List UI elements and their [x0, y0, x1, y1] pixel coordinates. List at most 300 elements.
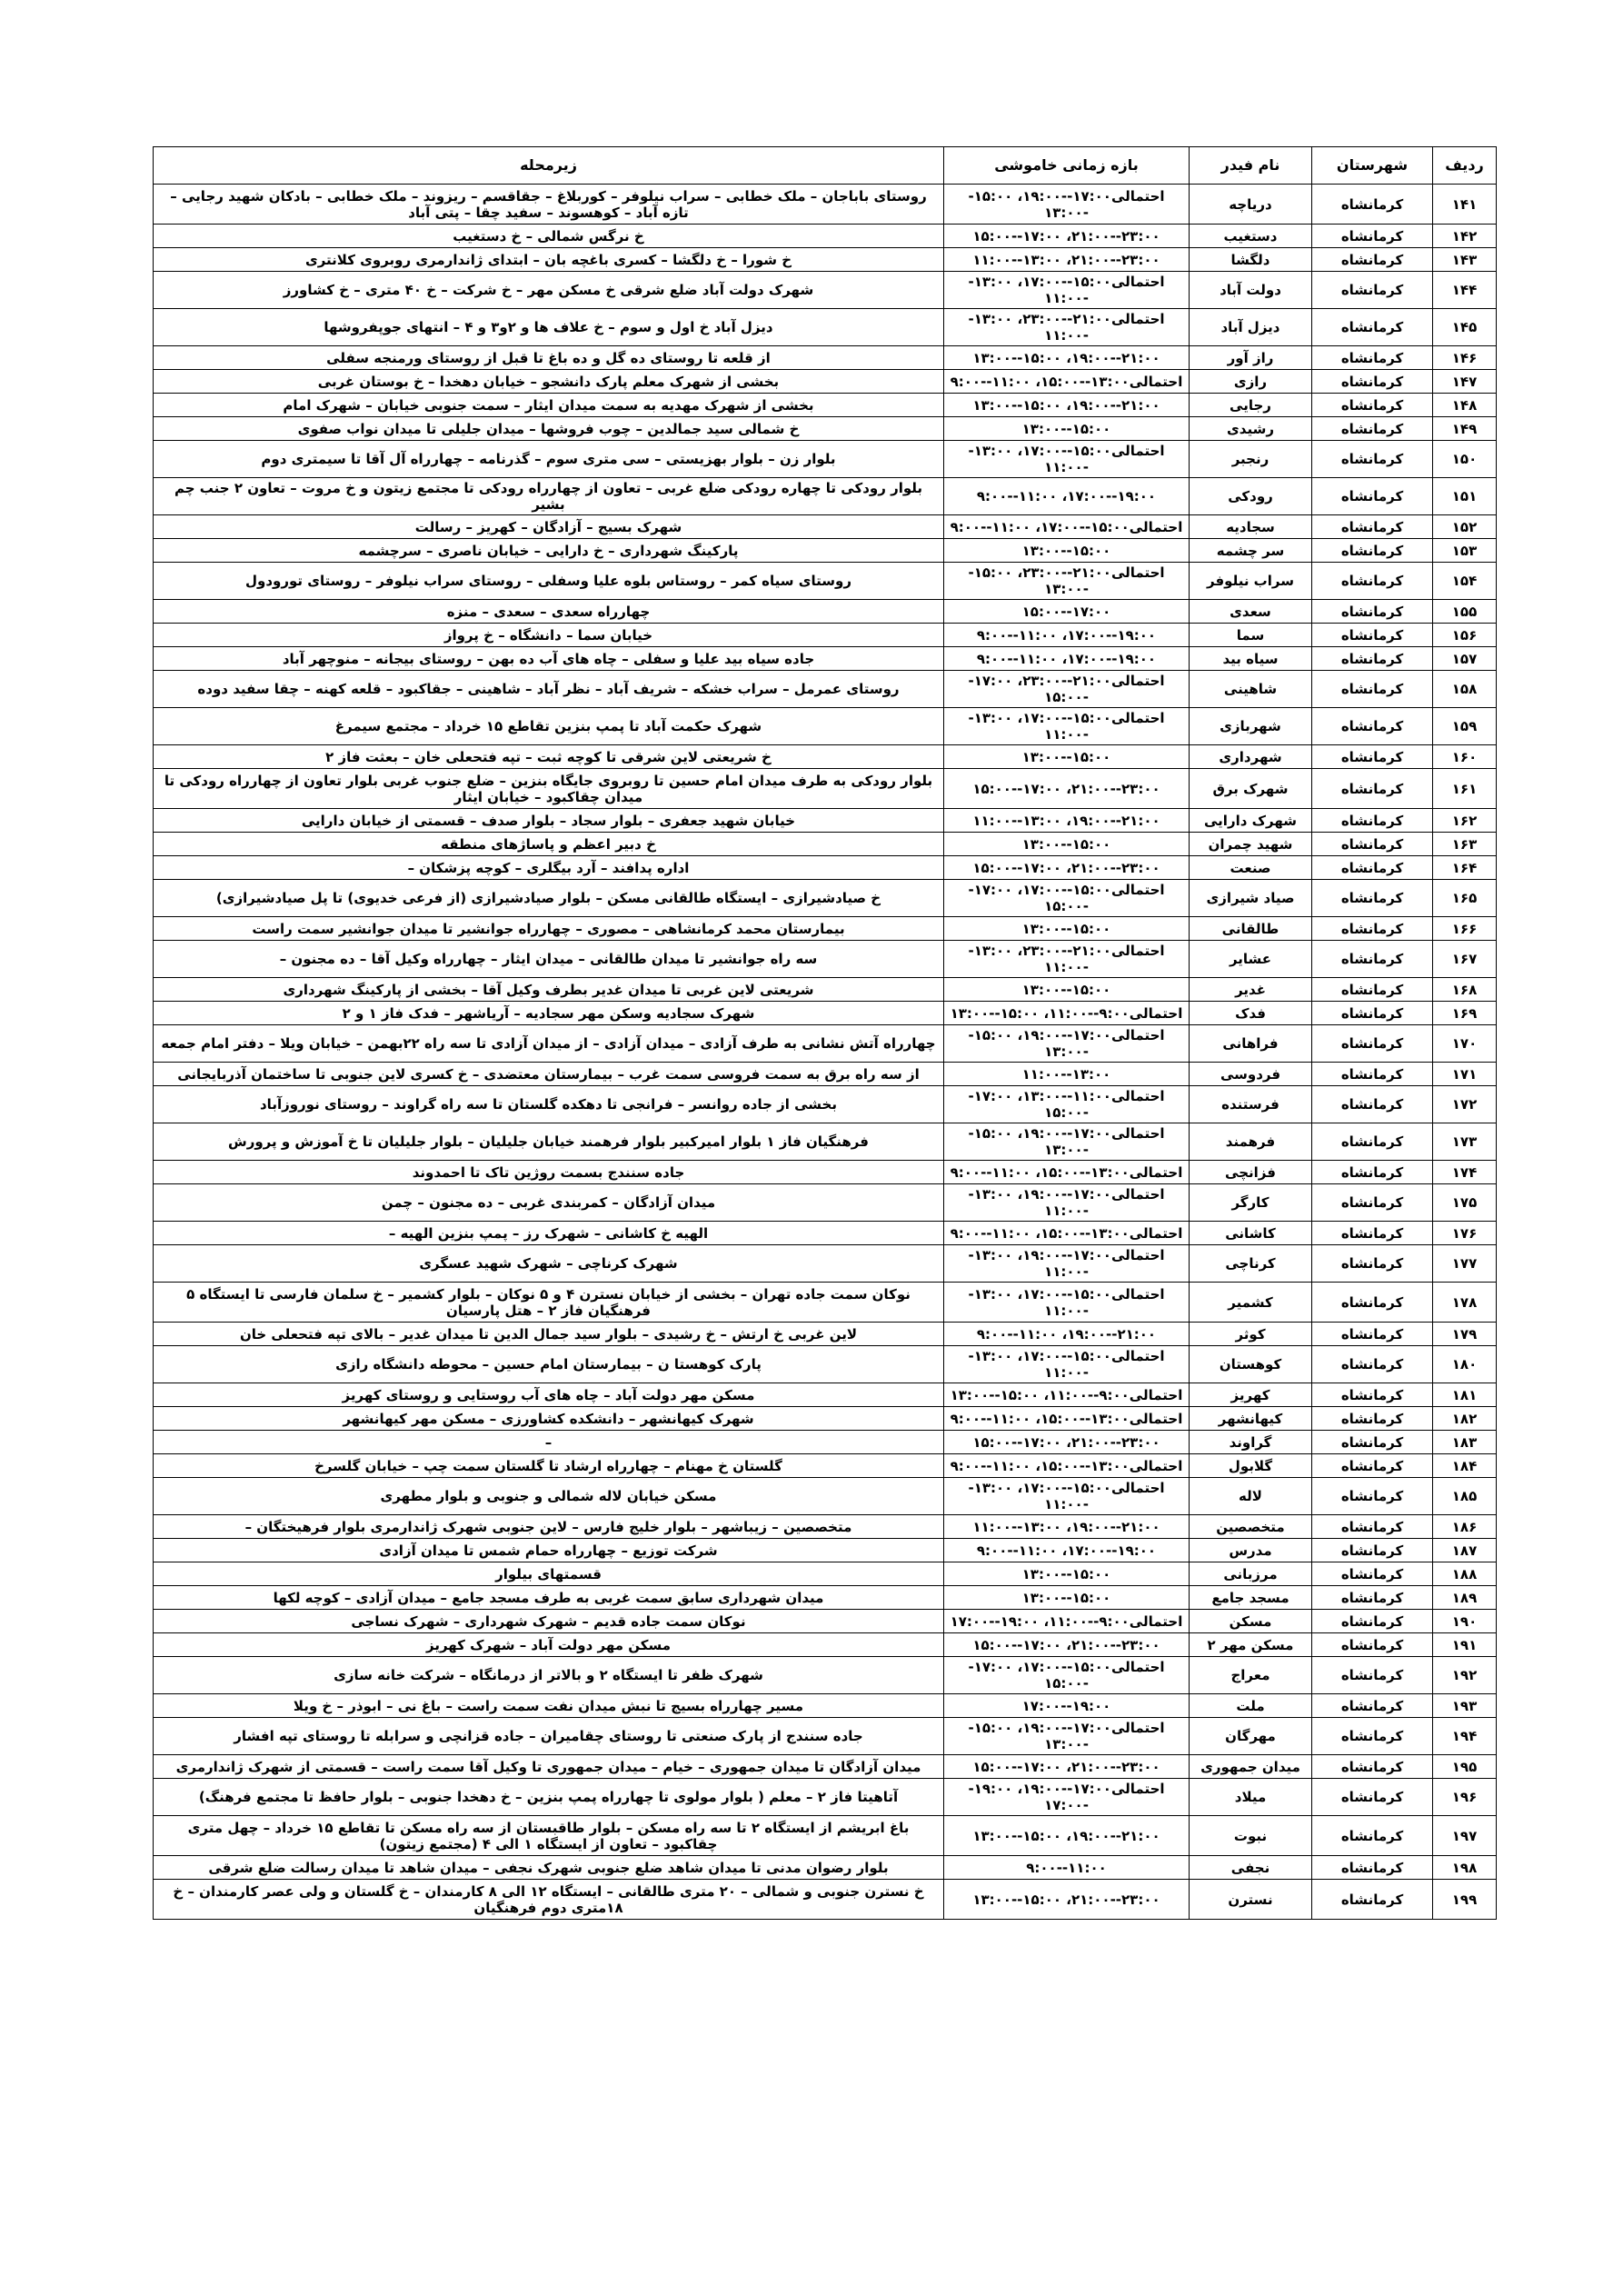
city-cell: کرمانشاه	[1312, 1245, 1433, 1283]
time-cell: ۱۹:۰۰--۱۷:۰۰، ۱۱:۰۰--۹:۰۰	[944, 478, 1190, 515]
subarea-cell: بخشی از جاده روانسر – فرانجی تا دهکده گلستان تا سه راه گراوند – روستای نوروزآباد	[154, 1086, 944, 1123]
subarea-cell: مسکن مهر دولت آباد – چاه های آب روستایی و روستای کهریز	[154, 1383, 944, 1407]
table-row	[154, 1346, 1497, 1383]
city-cell: کرمانشاه	[1312, 1856, 1433, 1880]
table-row	[154, 1184, 1497, 1222]
table-row	[154, 272, 1497, 309]
feeder-cell: شاهینی	[1190, 671, 1312, 708]
subarea-cell: شرکت توزیع – چهارراه حمام شمس تا میدان آزادی	[154, 1539, 944, 1562]
time-cell: احتمالی۱۷:۰۰--۱۹:۰۰، ۱۵:۰۰--۱۳:۰۰	[944, 1123, 1190, 1161]
feeder-cell: رجایی	[1190, 394, 1312, 417]
feeder-cell: کارگر	[1190, 1184, 1312, 1222]
table-row	[154, 309, 1497, 346]
time-cell: ۱۹:۰۰--۱۷:۰۰	[944, 1694, 1190, 1718]
row-number-cell: ۱۸۹	[1433, 1586, 1497, 1610]
table-row	[154, 185, 1497, 225]
row-number-cell: ۱۶۷	[1433, 941, 1497, 978]
time-cell: احتمالی۹:۰۰--۱۱:۰۰، ۱۵:۰۰--۱۳:۰۰	[944, 1002, 1190, 1025]
feeder-cell: رودکی	[1190, 478, 1312, 515]
time-cell: احتمالی۱۵:۰۰--۱۷:۰۰، ۱۱:۰۰--۹:۰۰	[944, 515, 1190, 539]
feeder-cell: میدان جمهوری	[1190, 1755, 1312, 1779]
subarea-cell: باغ ابریشم از ایستگاه ۲ تا سه راه مسکن – بلوار طاقبستان از سه راه مسکن تا تقاطع ۱۵ خرداد – چهل متری چقاکبود – تعاون از ایستگاه ۱ الی ۴ (مجتمع زیتون)	[154, 1816, 944, 1856]
subarea-cell: پارکینگ شهرداری – خ دارایی – خیابان ناصری – سرچشمه	[154, 539, 944, 563]
city-cell: کرمانشاه	[1312, 1562, 1433, 1586]
city-cell: کرمانشاه	[1312, 708, 1433, 745]
city-cell: کرمانشاه	[1312, 833, 1433, 856]
header-city: شهرستان	[1312, 147, 1433, 185]
time-cell: ۲۳:۰۰--۲۱:۰۰، ۱۷:۰۰--۱۵:۰۰	[944, 225, 1190, 248]
feeder-cell: شهرداری	[1190, 745, 1312, 769]
feeder-cell: سعدی	[1190, 600, 1312, 624]
city-cell: کرمانشاه	[1312, 1755, 1433, 1779]
time-cell: ۱۵:۰۰--۱۳:۰۰	[944, 417, 1190, 441]
feeder-cell: رنجبر	[1190, 441, 1312, 478]
feeder-cell: مسکن	[1190, 1610, 1312, 1633]
city-cell: کرمانشاه	[1312, 809, 1433, 833]
subarea-cell: خ شریعتی لاین شرقی تا کوچه ثبت – تپه فتحعلی خان – بعثت فاز ۲	[154, 745, 944, 769]
row-number-cell: ۱۹۱	[1433, 1633, 1497, 1657]
city-cell: کرمانشاه	[1312, 880, 1433, 917]
city-cell: کرمانشاه	[1312, 1880, 1433, 1920]
subarea-cell: نوکان سمت جاده قدیم – شهرک شهرداری – شهرک نساجی	[154, 1610, 944, 1633]
time-cell: احتمالی۱۳:۰۰--۱۵:۰۰، ۱۱:۰۰--۹:۰۰	[944, 1407, 1190, 1431]
feeder-cell: مدرس	[1190, 1539, 1312, 1562]
subarea-cell: روستای سیاه کمر – روستاس بلوه علیا وسفلی – روستای سراب نیلوفر – روستای تورودول	[154, 563, 944, 600]
table-row	[154, 708, 1497, 745]
city-cell: کرمانشاه	[1312, 1431, 1433, 1454]
table-row	[154, 1283, 1497, 1323]
city-cell: کرمانشاه	[1312, 1184, 1433, 1222]
row-number-cell: ۱۴۵	[1433, 309, 1497, 346]
row-number-cell: ۱۴۶	[1433, 346, 1497, 370]
table-row	[154, 1779, 1497, 1816]
time-cell: احتمالی۱۵:۰۰--۱۷:۰۰، ۱۷:۰۰--۱۵:۰۰	[944, 880, 1190, 917]
header-subarea: زیرمحله	[154, 147, 944, 185]
time-cell: ۱۳:۰۰--۱۱:۰۰	[944, 1063, 1190, 1086]
time-cell: احتمالی۱۵:۰۰--۱۷:۰۰، ۱۳:۰۰--۱۱:۰۰	[944, 1283, 1190, 1323]
row-number-cell: ۱۵۶	[1433, 624, 1497, 647]
city-cell: کرمانشاه	[1312, 1086, 1433, 1123]
row-number-cell: ۱۹۲	[1433, 1657, 1497, 1694]
table-row	[154, 370, 1497, 394]
time-cell: احتمالی۱۵:۰۰--۱۷:۰۰، ۱۳:۰۰--۱۱:۰۰	[944, 272, 1190, 309]
row-number-cell: ۱۵۲	[1433, 515, 1497, 539]
subarea-cell: –	[154, 1431, 944, 1454]
time-cell: احتمالی۱۳:۰۰--۱۵:۰۰، ۱۱:۰۰--۹:۰۰	[944, 1222, 1190, 1245]
time-cell: ۲۳:۰۰--۲۱:۰۰، ۱۷:۰۰--۱۵:۰۰	[944, 1431, 1190, 1454]
row-number-cell: ۱۵۰	[1433, 441, 1497, 478]
table-row	[154, 880, 1497, 917]
city-cell: کرمانشاه	[1312, 1123, 1433, 1161]
subarea-cell: خ نرگس شمالی – خ دستغیب	[154, 225, 944, 248]
time-cell: ۲۳:۰۰--۲۱:۰۰، ۱۷:۰۰--۱۵:۰۰	[944, 1755, 1190, 1779]
time-cell: ۲۱:۰۰--۱۹:۰۰، ۱۵:۰۰--۱۳:۰۰	[944, 1816, 1190, 1856]
subarea-cell: مسکن خیابان لاله شمالی و جنوبی و بلوار مطهری	[154, 1478, 944, 1515]
row-number-cell: ۱۸۳	[1433, 1431, 1497, 1454]
city-cell: کرمانشاه	[1312, 1025, 1433, 1063]
row-number-cell: ۱۸۱	[1433, 1383, 1497, 1407]
city-cell: کرمانشاه	[1312, 370, 1433, 394]
feeder-cell: مرزبانی	[1190, 1562, 1312, 1586]
city-cell: کرمانشاه	[1312, 1779, 1433, 1816]
subarea-cell: گلستان خ مهنام – چهارراه ارشاد تا گلستان سمت چپ – خیابان گلسرخ	[154, 1454, 944, 1478]
feeder-cell: فراهانی	[1190, 1025, 1312, 1063]
feeder-cell: فزانچی	[1190, 1161, 1312, 1184]
feeder-cell: شهرک برق	[1190, 769, 1312, 809]
subarea-cell: خیابان شهید جعفری – بلوار سجاد – بلوار صدف – قسمتی از خیابان دارایی	[154, 809, 944, 833]
table-row	[154, 1222, 1497, 1245]
subarea-cell: اداره پدافند – آرد بیگلری – کوچه پزشکان –	[154, 856, 944, 880]
feeder-cell: میلاد	[1190, 1779, 1312, 1816]
feeder-cell: صیاد شیرازی	[1190, 880, 1312, 917]
row-number-cell: ۱۸۴	[1433, 1454, 1497, 1478]
time-cell: احتمالی۱۳:۰۰--۱۵:۰۰، ۱۱:۰۰--۹:۰۰	[944, 1454, 1190, 1478]
feeder-cell: کهریز	[1190, 1383, 1312, 1407]
table-row	[154, 1063, 1497, 1086]
time-cell: ۱۵:۰۰--۱۳:۰۰	[944, 1562, 1190, 1586]
row-number-cell: ۱۴۷	[1433, 370, 1497, 394]
feeder-cell: رازی	[1190, 370, 1312, 394]
row-number-cell: ۱۹۵	[1433, 1755, 1497, 1779]
table-row	[154, 769, 1497, 809]
city-cell: کرمانشاه	[1312, 417, 1433, 441]
subarea-cell: سه راه جوانشیر تا میدان طالقانی – میدان ایثار – چهارراه وکیل آقا – ده مجنون –	[154, 941, 944, 978]
time-cell: احتمالی۱۷:۰۰--۱۹:۰۰، ۱۹:۰۰--۱۷:۰۰	[944, 1779, 1190, 1816]
feeder-cell: لاله	[1190, 1478, 1312, 1515]
city-cell: کرمانشاه	[1312, 1063, 1433, 1086]
feeder-cell: سر چشمه	[1190, 539, 1312, 563]
feeder-cell: فردوسی	[1190, 1063, 1312, 1086]
time-cell: احتمالی۱۷:۰۰--۱۹:۰۰، ۱۵:۰۰--۱۳:۰۰	[944, 1025, 1190, 1063]
table-row	[154, 478, 1497, 515]
time-cell: ۲۳:۰۰--۲۱:۰۰، ۱۵:۰۰--۱۳:۰۰	[944, 1880, 1190, 1920]
city-cell: کرمانشاه	[1312, 1222, 1433, 1245]
feeder-cell: فدک	[1190, 1002, 1312, 1025]
row-number-cell: ۱۷۶	[1433, 1222, 1497, 1245]
city-cell: کرمانشاه	[1312, 1283, 1433, 1323]
city-cell: کرمانشاه	[1312, 248, 1433, 272]
table-row	[154, 441, 1497, 478]
city-cell: کرمانشاه	[1312, 394, 1433, 417]
table-row	[154, 941, 1497, 978]
feeder-cell: دستغیب	[1190, 225, 1312, 248]
table-row	[154, 248, 1497, 272]
feeder-cell: گلابول	[1190, 1454, 1312, 1478]
time-cell: ۲۱:۰۰--۱۹:۰۰، ۱۳:۰۰--۱۱:۰۰	[944, 1515, 1190, 1539]
row-number-cell: ۱۹۷	[1433, 1816, 1497, 1856]
subarea-cell: روستای عمرمل – سراب خشکه – شریف آباد – نظر آباد – شاهینی – جقاکبود – قلعه کهنه – چقا سفید دوده	[154, 671, 944, 708]
row-number-cell: ۱۴۴	[1433, 272, 1497, 309]
feeder-cell: فرستنده	[1190, 1086, 1312, 1123]
table-row	[154, 671, 1497, 708]
time-cell: احتمالی۱۷:۰۰--۱۹:۰۰، ۱۳:۰۰--۱۱:۰۰	[944, 1245, 1190, 1283]
table-row	[154, 624, 1497, 647]
row-number-cell: ۱۶۹	[1433, 1002, 1497, 1025]
feeder-cell: مهرگان	[1190, 1718, 1312, 1755]
row-number-cell: ۱۶۱	[1433, 769, 1497, 809]
time-cell: احتمالی۱۳:۰۰--۱۵:۰۰، ۱۱:۰۰--۹:۰۰	[944, 370, 1190, 394]
time-cell: ۲۳:۰۰--۲۱:۰۰، ۱۷:۰۰--۱۵:۰۰	[944, 769, 1190, 809]
city-cell: کرمانشاه	[1312, 185, 1433, 225]
row-number-cell: ۱۷۸	[1433, 1283, 1497, 1323]
table-row	[154, 856, 1497, 880]
row-number-cell: ۱۵۹	[1433, 708, 1497, 745]
city-cell: کرمانشاه	[1312, 1633, 1433, 1657]
time-cell: احتمالی۲۱:۰۰--۲۳:۰۰، ۱۵:۰۰--۱۳:۰۰	[944, 563, 1190, 600]
feeder-cell: غدیر	[1190, 978, 1312, 1002]
time-cell: احتمالی۲۱:۰۰--۲۳:۰۰، ۱۳:۰۰--۱۱:۰۰	[944, 309, 1190, 346]
subarea-cell: شهرک حکمت آباد تا پمپ بنزین تقاطع ۱۵ خرداد – مجتمع سیمرغ	[154, 708, 944, 745]
feeder-cell: ملت	[1190, 1694, 1312, 1718]
feeder-cell: معراج	[1190, 1657, 1312, 1694]
subarea-cell: جاده سنندج از پارک صنعتی تا روستای چقامیران – جاده قزانچی و سرابله تا روستای تپه افشار	[154, 1718, 944, 1755]
row-number-cell: ۱۹۸	[1433, 1856, 1497, 1880]
row-number-cell: ۱۸۰	[1433, 1346, 1497, 1383]
city-cell: کرمانشاه	[1312, 647, 1433, 671]
subarea-cell: میدان آزادگان – کمربندی غربی – ده مجنون – چمن	[154, 1184, 944, 1222]
row-number-cell: ۱۴۲	[1433, 225, 1497, 248]
table-row	[154, 978, 1497, 1002]
city-cell: کرمانشاه	[1312, 600, 1433, 624]
subarea-cell: شهرک کیهانشهر – دانشکده کشاورزی – مسکن مهر کیهانشهر	[154, 1407, 944, 1431]
city-cell: کرمانشاه	[1312, 769, 1433, 809]
subarea-cell: چهارراه سعدی – سعدی – منزه	[154, 600, 944, 624]
row-number-cell: ۱۴۱	[1433, 185, 1497, 225]
feeder-cell: سراب نیلوفر	[1190, 563, 1312, 600]
row-number-cell: ۱۷۳	[1433, 1123, 1497, 1161]
table-row	[154, 225, 1497, 248]
subarea-cell: میدان شهرداری سابق سمت غربی به طرف مسجد جامع – میدان آزادی – کوچه لکها	[154, 1586, 944, 1610]
time-cell: ۲۱:۰۰--۱۹:۰۰، ۱۵:۰۰--۱۳:۰۰	[944, 394, 1190, 417]
subarea-cell: از قلعه تا روستای ده گل و ده باغ تا قبل از روستای ورمنجه سفلی	[154, 346, 944, 370]
city-cell: کرمانشاه	[1312, 1454, 1433, 1478]
table-row	[154, 1515, 1497, 1539]
time-cell: ۱۵:۰۰--۱۳:۰۰	[944, 539, 1190, 563]
table-row	[154, 1161, 1497, 1184]
row-number-cell: ۱۶۲	[1433, 809, 1497, 833]
row-number-cell: ۱۶۰	[1433, 745, 1497, 769]
feeder-cell: دولت آباد	[1190, 272, 1312, 309]
feeder-cell: دلگشا	[1190, 248, 1312, 272]
city-cell: کرمانشاه	[1312, 1002, 1433, 1025]
subarea-cell: خیابان سما – دانشگاه – خ پرواز	[154, 624, 944, 647]
time-cell: احتمالی۱۷:۰۰--۱۹:۰۰، ۱۳:۰۰--۱۱:۰۰	[944, 1184, 1190, 1222]
city-cell: کرمانشاه	[1312, 1816, 1433, 1856]
subarea-cell: نوکان سمت جاده تهران – بخشی از خیابان نسترن ۴ و ۵ نوکان – بلوار کشمیر – خ سلمان فارسی تا ایستگاه ۵ فرهنگیان فاز ۲ – هتل پارسیان	[154, 1283, 944, 1323]
row-number-cell: ۱۶۸	[1433, 978, 1497, 1002]
city-cell: کرمانشاه	[1312, 1161, 1433, 1184]
table-row	[154, 917, 1497, 941]
table-row	[154, 1718, 1497, 1755]
time-cell: احتمالی۱۵:۰۰--۱۷:۰۰، ۱۳:۰۰--۱۱:۰۰	[944, 708, 1190, 745]
table-row	[154, 1454, 1497, 1478]
subarea-cell: الهیه خ کاشانی – شهرک رز – پمپ بنزین الهیه –	[154, 1222, 944, 1245]
city-cell: کرمانشاه	[1312, 624, 1433, 647]
row-number-cell: ۱۷۲	[1433, 1086, 1497, 1123]
feeder-cell: کوثر	[1190, 1323, 1312, 1346]
feeder-cell: کیهانشهر	[1190, 1407, 1312, 1431]
subarea-cell: مسکن مهر دولت آباد – شهرک کهریز	[154, 1633, 944, 1657]
feeder-cell: سیاه بید	[1190, 647, 1312, 671]
table-row	[154, 745, 1497, 769]
city-cell: کرمانشاه	[1312, 1539, 1433, 1562]
time-cell: ۱۷:۰۰--۱۵:۰۰	[944, 600, 1190, 624]
feeder-cell: کوهستان	[1190, 1346, 1312, 1383]
row-number-cell: ۱۹۰	[1433, 1610, 1497, 1633]
city-cell: کرمانشاه	[1312, 978, 1433, 1002]
feeder-cell: کرناچی	[1190, 1245, 1312, 1283]
table-row	[154, 1562, 1497, 1586]
table-row	[154, 1025, 1497, 1063]
table-row	[154, 1816, 1497, 1856]
subarea-cell: خ شمالی سید جمالدین – چوب فروشها – میدان جلیلی تا میدان نواب صفوی	[154, 417, 944, 441]
table-row	[154, 1610, 1497, 1633]
time-cell: ۱۱:۰۰--۹:۰۰	[944, 1856, 1190, 1880]
feeder-cell: صنعت	[1190, 856, 1312, 880]
time-cell: احتمالی۱۱:۰۰--۱۳:۰۰، ۱۷:۰۰--۱۵:۰۰	[944, 1086, 1190, 1123]
subarea-cell: بلوار رودکی به طرف میدان امام حسین تا روبروی جایگاه بنزین – ضلع جنوب غربی بلوار تعاون از چهارراه رودکی تا میدان چقاکبود – خیابان ایثار	[154, 769, 944, 809]
city-cell: کرمانشاه	[1312, 1346, 1433, 1383]
row-number-cell: ۱۵۳	[1433, 539, 1497, 563]
city-cell: کرمانشاه	[1312, 539, 1433, 563]
subarea-cell: شهرک کرناچی – شهرک شهید عسگری	[154, 1245, 944, 1283]
table-row	[154, 1245, 1497, 1283]
subarea-cell: قسمتهای بیلوار	[154, 1562, 944, 1586]
table-row	[154, 1586, 1497, 1610]
city-cell: کرمانشاه	[1312, 941, 1433, 978]
table-row	[154, 833, 1497, 856]
subarea-cell: خ شورا – خ دلگشا – کسری باغچه بان – ابتدای ژاندارمری روبروی کلانتری	[154, 248, 944, 272]
time-cell: احتمالی۲۱:۰۰--۲۳:۰۰، ۱۷:۰۰--۱۵:۰۰	[944, 671, 1190, 708]
row-number-cell: ۱۶۴	[1433, 856, 1497, 880]
row-number-cell: ۱۸۸	[1433, 1562, 1497, 1586]
subarea-cell: بخشی از شهرک معلم پارک دانشجو – خیابان دهخدا – خ بوستان غربی	[154, 370, 944, 394]
time-cell: ۱۹:۰۰--۱۷:۰۰، ۱۱:۰۰--۹:۰۰	[944, 647, 1190, 671]
feeder-cell: کاشانی	[1190, 1222, 1312, 1245]
subarea-cell: خ نسترن جنوبی و شمالی – ۲۰ متری طالقانی – ایستگاه ۱۲ الی ۸ کارمندان – خ گلستان و ولی عصر کارمندان – خ ۱۸متری دوم فرهنگیان	[154, 1880, 944, 1920]
feeder-cell: سما	[1190, 624, 1312, 647]
table-row	[154, 1383, 1497, 1407]
table-row	[154, 1755, 1497, 1779]
row-number-cell: ۱۷۱	[1433, 1063, 1497, 1086]
subarea-cell: شریعتی لاین غربی تا میدان غدیر بطرف وکیل آقا – بخشی از پارکینگ شهرداری	[154, 978, 944, 1002]
city-cell: کرمانشاه	[1312, 1383, 1433, 1407]
time-cell: ۱۵:۰۰--۱۳:۰۰	[944, 978, 1190, 1002]
time-cell: احتمالی۹:۰۰--۱۱:۰۰، ۱۹:۰۰--۱۷:۰۰	[944, 1610, 1190, 1633]
subarea-cell: آتاهیتا فاز ۲ – معلم ( بلوار مولوی تا چهارراه پمپ بنزین – خ دهخدا جنوبی – بلوار حافظ تا مجتمع فرهنگ)	[154, 1779, 944, 1816]
subarea-cell: خ صیادشیرازی – ایستگاه طالقانی مسکن – بلوار صیادشیرازی (از فرعی خدیوی) تا پل صیادشیرازی)	[154, 880, 944, 917]
table-row	[154, 1002, 1497, 1025]
table-row	[154, 647, 1497, 671]
city-cell: کرمانشاه	[1312, 1478, 1433, 1515]
table-row	[154, 515, 1497, 539]
row-number-cell: ۱۷۰	[1433, 1025, 1497, 1063]
city-cell: کرمانشاه	[1312, 563, 1433, 600]
table-row	[154, 600, 1497, 624]
city-cell: کرمانشاه	[1312, 1515, 1433, 1539]
row-number-cell: ۱۵۷	[1433, 647, 1497, 671]
row-number-cell: ۱۴۳	[1433, 248, 1497, 272]
feeder-cell: دیزل آباد	[1190, 309, 1312, 346]
city-cell: کرمانشاه	[1312, 1718, 1433, 1755]
row-number-cell: ۱۹۹	[1433, 1880, 1497, 1920]
feeder-cell: نجفی	[1190, 1856, 1312, 1880]
row-number-cell: ۱۸۵	[1433, 1478, 1497, 1515]
table-row	[154, 1478, 1497, 1515]
feeder-cell: کشمیر	[1190, 1283, 1312, 1323]
city-cell: کرمانشاه	[1312, 515, 1433, 539]
time-cell: ۲۱:۰۰--۱۹:۰۰، ۱۳:۰۰--۱۱:۰۰	[944, 809, 1190, 833]
city-cell: کرمانشاه	[1312, 225, 1433, 248]
city-cell: کرمانشاه	[1312, 745, 1433, 769]
feeder-cell: مسکن مهر ۲	[1190, 1633, 1312, 1657]
table-row	[154, 563, 1497, 600]
subarea-cell: بخشی از شهرک مهدیه به سمت میدان ایثار – سمت جنوبی خیابان – شهرک امام	[154, 394, 944, 417]
table-row	[154, 1694, 1497, 1718]
city-cell: کرمانشاه	[1312, 671, 1433, 708]
header-time: بازه زمانی خاموشی	[944, 147, 1190, 185]
subarea-cell: جاده سنندج بسمت روژین تاک تا احمدوند	[154, 1161, 944, 1184]
table-row	[154, 1323, 1497, 1346]
time-cell: ۱۹:۰۰--۱۷:۰۰، ۱۱:۰۰--۹:۰۰	[944, 624, 1190, 647]
subarea-cell: خ دبیر اعظم و پاساژهای منطقه	[154, 833, 944, 856]
feeder-cell: شهربازی	[1190, 708, 1312, 745]
table-row	[154, 1123, 1497, 1161]
city-cell: کرمانشاه	[1312, 1610, 1433, 1633]
subarea-cell: مسیر چهارراه بسیج تا نبش میدان نفت سمت راست – باغ نی – ابوذر – خ ویلا	[154, 1694, 944, 1718]
feeder-cell: نسترن	[1190, 1880, 1312, 1920]
row-number-cell: ۱۹۴	[1433, 1718, 1497, 1755]
time-cell: احتمالی۱۵:۰۰--۱۷:۰۰، ۱۷:۰۰--۱۵:۰۰	[944, 1657, 1190, 1694]
feeder-cell: شهرک دارایی	[1190, 809, 1312, 833]
city-cell: کرمانشاه	[1312, 478, 1433, 515]
row-number-cell: ۱۸۲	[1433, 1407, 1497, 1431]
time-cell: ۲۱:۰۰--۱۹:۰۰، ۱۵:۰۰--۱۳:۰۰	[944, 346, 1190, 370]
subarea-cell: شهرک سجادیه وسکن مهر سجادیه – آریاشهر – فدک فاز ۱ و ۲	[154, 1002, 944, 1025]
row-number-cell: ۱۶۵	[1433, 880, 1497, 917]
table-row	[154, 417, 1497, 441]
city-cell: کرمانشاه	[1312, 1323, 1433, 1346]
subarea-cell: شهرک دولت آباد ضلع شرقی خ مسکن مهر – خ شرکت – خ ۴۰ متری – خ کشاورز	[154, 272, 944, 309]
subarea-cell: از سه راه برق به سمت فروسی سمت غرب – بیمارستان معتضدی – خ کسری لاین جنوبی تا ساختمان آذربایجانی	[154, 1063, 944, 1086]
feeder-cell: دریاچه	[1190, 185, 1312, 225]
time-cell: احتمالی۱۵:۰۰--۱۷:۰۰، ۱۳:۰۰--۱۱:۰۰	[944, 1478, 1190, 1515]
header-row-number: ردیف	[1433, 147, 1497, 185]
row-number-cell: ۱۴۹	[1433, 417, 1497, 441]
feeder-cell: فرهمند	[1190, 1123, 1312, 1161]
city-cell: کرمانشاه	[1312, 1694, 1433, 1718]
row-number-cell: ۱۵۵	[1433, 600, 1497, 624]
city-cell: کرمانشاه	[1312, 1586, 1433, 1610]
time-cell: ۱۵:۰۰--۱۳:۰۰	[944, 917, 1190, 941]
subarea-cell: پارک کوهستا ن – بیمارستان امام حسین – محوطه دانشگاه رازی	[154, 1346, 944, 1383]
row-number-cell: ۱۷۴	[1433, 1161, 1497, 1184]
time-cell: ۱۵:۰۰--۱۳:۰۰	[944, 833, 1190, 856]
city-cell: کرمانشاه	[1312, 441, 1433, 478]
time-cell: احتمالی۱۷:۰۰--۱۹:۰۰، ۱۵:۰۰--۱۳:۰۰	[944, 1718, 1190, 1755]
row-number-cell: ۱۵۸	[1433, 671, 1497, 708]
row-number-cell: ۱۷۷	[1433, 1245, 1497, 1283]
subarea-cell: بیمارستان محمد کرمانشاهی – مصوری – چهارراه جوانشیر تا میدان جوانشیر سمت راست	[154, 917, 944, 941]
table-row	[154, 346, 1497, 370]
row-number-cell: ۱۷۹	[1433, 1323, 1497, 1346]
row-number-cell: ۱۷۵	[1433, 1184, 1497, 1222]
feeder-cell: متخصصین	[1190, 1515, 1312, 1539]
table-row	[154, 1633, 1497, 1657]
table-row	[154, 1856, 1497, 1880]
city-cell: کرمانشاه	[1312, 346, 1433, 370]
time-cell: ۲۱:۰۰--۱۹:۰۰، ۱۱:۰۰--۹:۰۰	[944, 1323, 1190, 1346]
